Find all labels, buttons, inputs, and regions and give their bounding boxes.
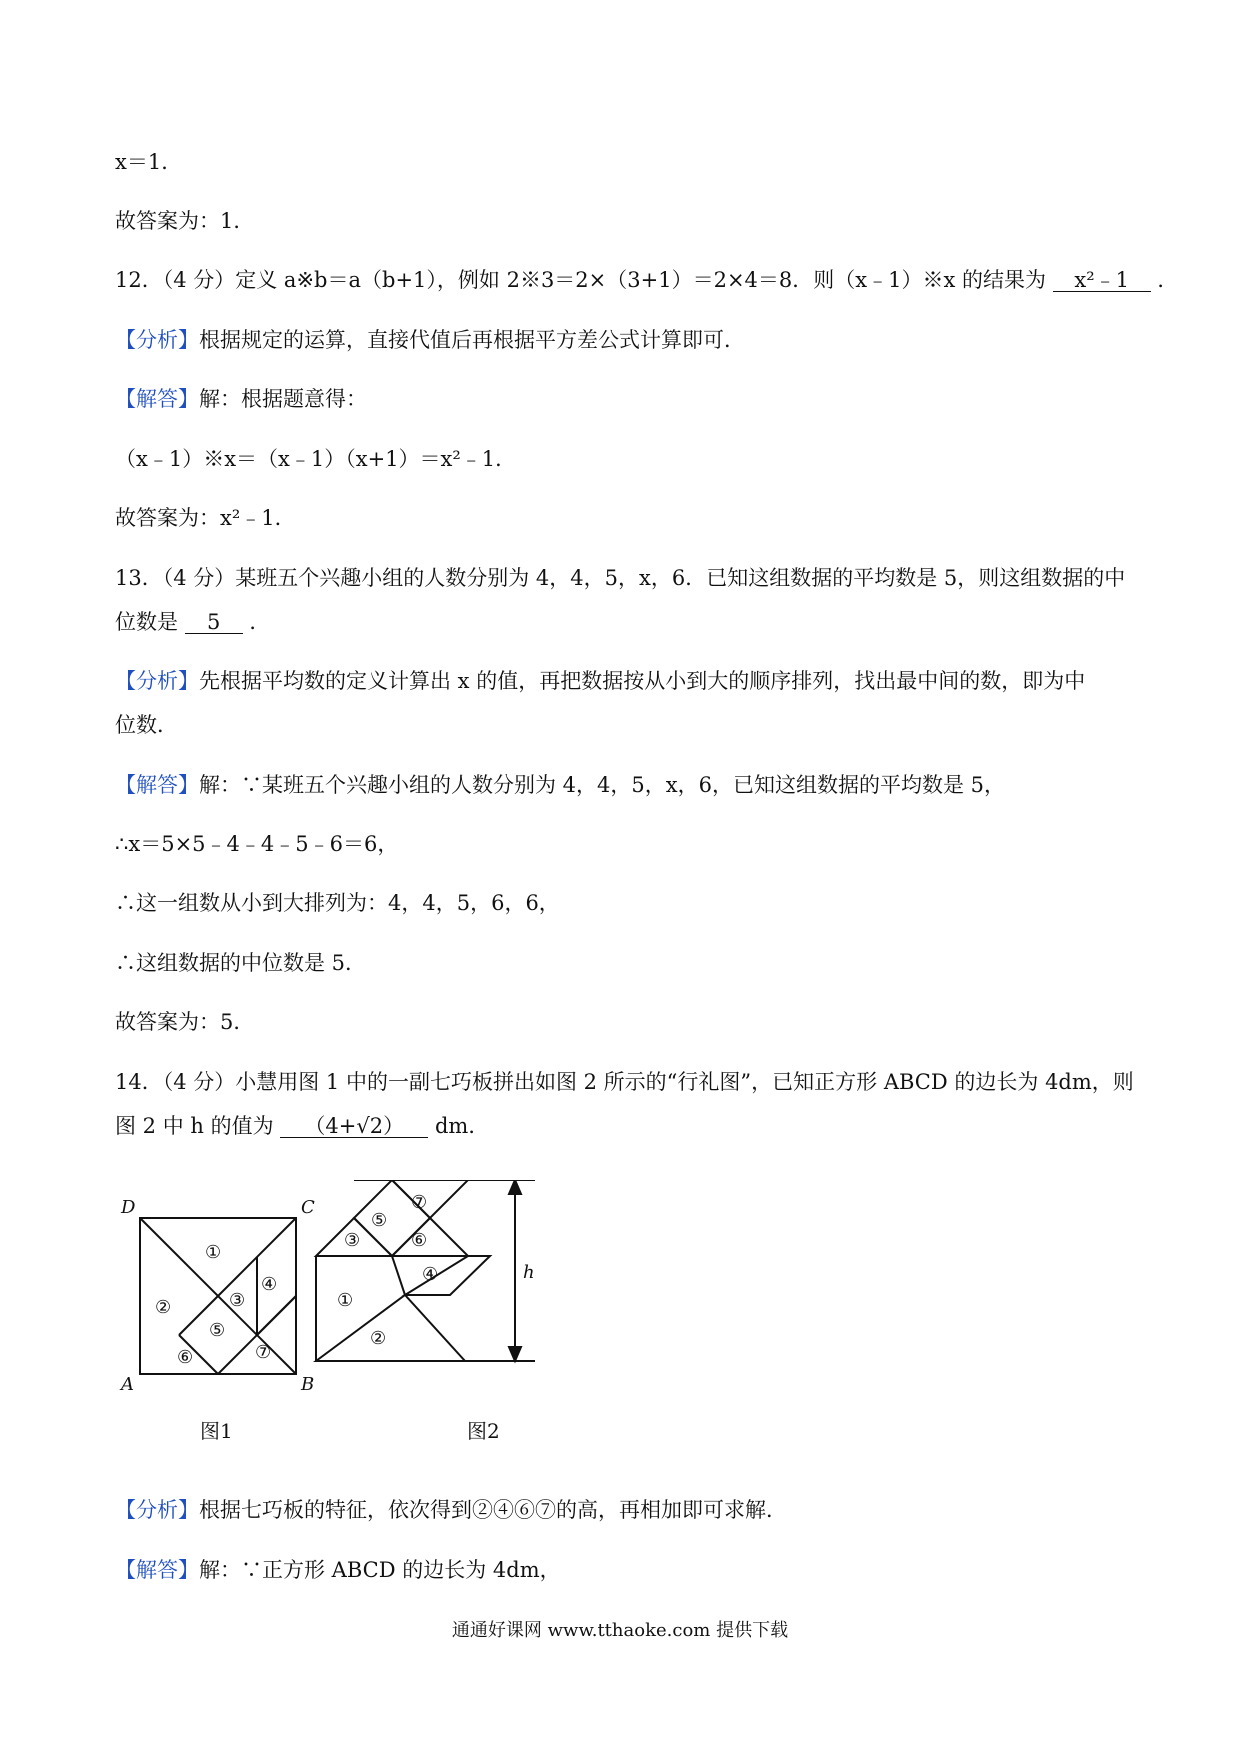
tangram-figures <box>115 1180 635 1480</box>
figure-2-caption: 图2 <box>467 1419 500 1443</box>
question-text: 位数是 <box>115 610 178 634</box>
analysis-text: 根据规定的运算，直接代值后再根据平方差公式计算即可． <box>199 328 745 352</box>
punctuation: ． <box>249 610 271 634</box>
arrow-head-bottom <box>509 1347 521 1361</box>
piece-4 <box>405 1256 490 1295</box>
text-line: 故答案为：5． <box>115 1010 255 1034</box>
analysis-tag: 【分析】 <box>115 328 199 352</box>
piece-6 <box>392 1218 468 1256</box>
text-line: ∴这一组数从小到大排列为：4，4，5，6，6， <box>115 891 560 915</box>
text-line: 位数． <box>115 713 178 737</box>
analysis-tag: 【分析】 <box>115 669 199 693</box>
punctuation: ． <box>1157 268 1179 292</box>
solution-tag: 【解答】 <box>115 773 199 797</box>
piece-label: ⑥ <box>411 1230 428 1251</box>
question-12 <box>115 270 1178 292</box>
solution-tag: 【解答】 <box>115 387 199 411</box>
arrow-head-top <box>509 1180 521 1194</box>
piece-label: ① <box>337 1290 354 1311</box>
text-line: x＝1． <box>115 150 183 174</box>
corner-label: D <box>121 1197 136 1218</box>
piece-label: ② <box>370 1328 387 1349</box>
solution-text: 解：∵某班五个兴趣小组的人数分别为 4，4，5，x，6，已知这组数据的平均数是 5， <box>199 773 1005 797</box>
solution-line <box>115 1560 561 1581</box>
solution-tag: 【解答】 <box>115 1558 199 1582</box>
corner-label: B <box>301 1374 315 1395</box>
corner-label: A <box>121 1374 134 1395</box>
piece-label: ① <box>205 1242 222 1263</box>
analysis-line <box>115 1500 787 1521</box>
text-line: 故答案为：x²﹣1． <box>115 506 296 530</box>
answer-blank: （4+√2） <box>280 1116 428 1138</box>
figure-1-caption: 图1 <box>200 1419 233 1443</box>
solution-line <box>115 775 1005 796</box>
piece-label: ② <box>155 1297 172 1318</box>
text-line: 故答案为：1． <box>115 209 255 233</box>
piece-label: ⑥ <box>177 1347 194 1368</box>
solution-text: 解：根据题意得： <box>199 387 367 411</box>
question-text: 12．（4 分）定义 a※b＝a（b+1），例如 2※3＝2×（3+1）＝2×4＝8．则（x﹣1）※x 的结果为 <box>115 268 1046 292</box>
analysis-text: 根据七巧板的特征，依次得到②④⑥⑦的高，再相加即可求解． <box>199 1498 787 1522</box>
figure-area <box>115 1180 635 1485</box>
piece-label: ⑤ <box>209 1320 226 1341</box>
question-text: 图 2 中 h 的值为 <box>115 1114 274 1138</box>
solution-text: 解：∵正方形 ABCD 的边长为 4dm， <box>199 1558 561 1582</box>
text-line: （x﹣1）※x＝（x﹣1）（x+1）＝x²﹣1． <box>115 447 517 471</box>
question-13: 13．（4 分）某班五个兴趣小组的人数分别为 4，4，5，x，6．已知这组数据的平均数是 5，则这组数据的中 <box>115 566 1126 590</box>
piece-label: ⑦ <box>411 1192 428 1213</box>
piece-7 <box>392 1180 468 1218</box>
height-label: h <box>523 1262 535 1283</box>
piece-label: ③ <box>344 1230 361 1251</box>
figure-2-labels <box>337 1192 535 1349</box>
unit-text: dm． <box>434 1114 490 1138</box>
answer-blank: x²﹣1 <box>1053 270 1151 292</box>
piece-label: ④ <box>261 1274 278 1295</box>
answer-blank: 5 <box>185 612 243 634</box>
analysis-line <box>115 330 745 351</box>
page-footer: 通通好课网 www.tthaoke.com 提供下载 <box>451 1620 789 1641</box>
text-line: ∴x＝5×5﹣4﹣4﹣5﹣6＝6， <box>115 832 399 856</box>
piece-edge <box>140 1335 179 1374</box>
piece-label: ③ <box>229 1290 246 1311</box>
solution-line <box>115 389 367 410</box>
text-line: ∴这组数据的中位数是 5． <box>115 951 367 975</box>
question-14-cont <box>115 1116 489 1138</box>
piece-label: ⑦ <box>255 1342 272 1363</box>
analysis-tag: 【分析】 <box>115 1498 199 1522</box>
corner-label: C <box>301 1197 315 1218</box>
analysis-line <box>115 671 1085 692</box>
piece-label: ⑤ <box>371 1210 388 1231</box>
question-14: 14．（4 分）小慧用图 1 中的一副七巧板拼出如图 2 所示的“行礼图”，已知正方形 ABCD 的边长为 4dm，则 <box>115 1070 1134 1094</box>
question-13-cont <box>115 612 270 634</box>
piece-label: ④ <box>422 1264 439 1285</box>
analysis-text: 先根据平均数的定义计算出 x 的值，再把数据按从小到大的顺序排列，找出最中间的数，即为中 <box>199 669 1086 693</box>
